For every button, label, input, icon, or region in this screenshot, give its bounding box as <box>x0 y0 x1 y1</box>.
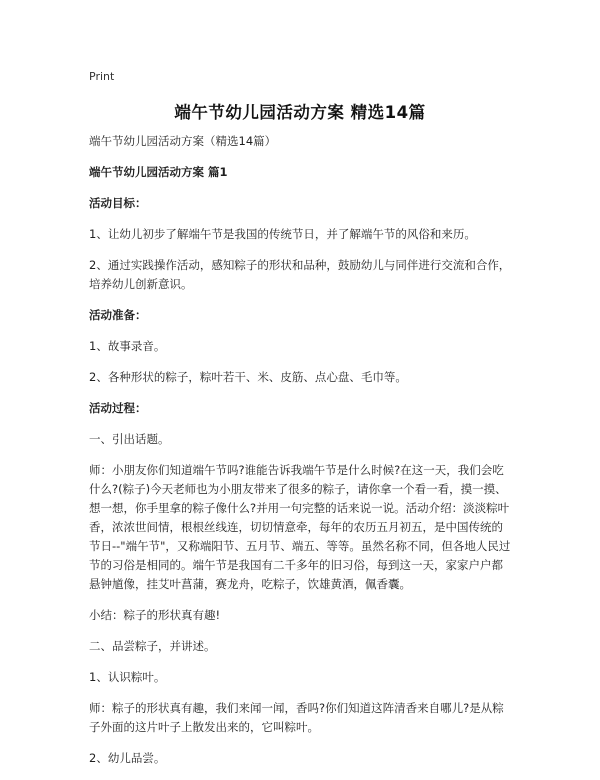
teacher-paragraph-2: 师：粽子的形状真有趣，我们来闻一闻，香吗?你们知道这阵清香来自哪儿?是从粽子外面的这片叶子上散发出来的，它叫粽叶。 <box>89 701 504 734</box>
goal-item-1: 1、让幼儿初步了解端午节是我国的传统节日，并了解端午节的风俗和来历。 <box>89 227 476 241</box>
prep-item-2: 2、各种形状的粽子，粽叶若干、米、皮筋、点心盘、毛巾等。 <box>89 370 407 384</box>
prep-heading: 活动准备： <box>89 308 147 322</box>
document-body <box>89 132 514 780</box>
goal-item-2: 2、通过实践操作活动，感知粽子的形状和品种，鼓励幼儿与同伴进行交流和合作，培养幼儿创新意识。 <box>89 258 511 291</box>
print-label[interactable]: Print <box>89 70 115 83</box>
prep-item-1: 1、故事录音。 <box>89 339 166 353</box>
page-title: 端午节幼儿园活动方案 精选14篇 <box>174 103 426 122</box>
sub-step-1: 1、认识粽叶。 <box>89 670 166 684</box>
document-subtitle: 端午节幼儿园活动方案（精选14篇） <box>89 134 277 148</box>
step-2: 二、品尝粽子，并讲述。 <box>89 639 216 653</box>
goal-heading: 活动目标： <box>89 196 147 210</box>
step-1: 一、引出话题。 <box>89 432 170 446</box>
teacher-paragraph-1: 师：小朋友你们知道端午节吗?谁能告诉我端午节是什么时候?在这一天，我们会吃什么?(粽子)今天老师也为小朋友带来了很多的粽子，请你拿一个看一看，摸一摸、想一想，你手里拿的粽子像什么?并用一句完整的话来说一说。活动介绍：淡淡粽叶香，浓浓世间情，根根丝线连，切切情意牵，每年的农历五月初五，是中国传统的节日--"端午节"，又称端阳节、五月节、端五、等等。虽然名称不同，但各地人民过节的习俗是相同的。端午节是我国有二千多年的旧习俗，每到这一天，家家户户都悬钟馗像，挂艾叶菖蒲，赛龙舟，吃粽子，饮雄黄酒，佩香囊。 <box>89 463 511 591</box>
summary-1: 小结：粽子的形状真有趣! <box>89 608 221 622</box>
process-heading: 活动过程： <box>89 401 147 415</box>
article-heading: 端午节幼儿园活动方案 篇1 <box>89 165 228 179</box>
sub-step-2: 2、幼儿品尝。 <box>89 751 166 765</box>
